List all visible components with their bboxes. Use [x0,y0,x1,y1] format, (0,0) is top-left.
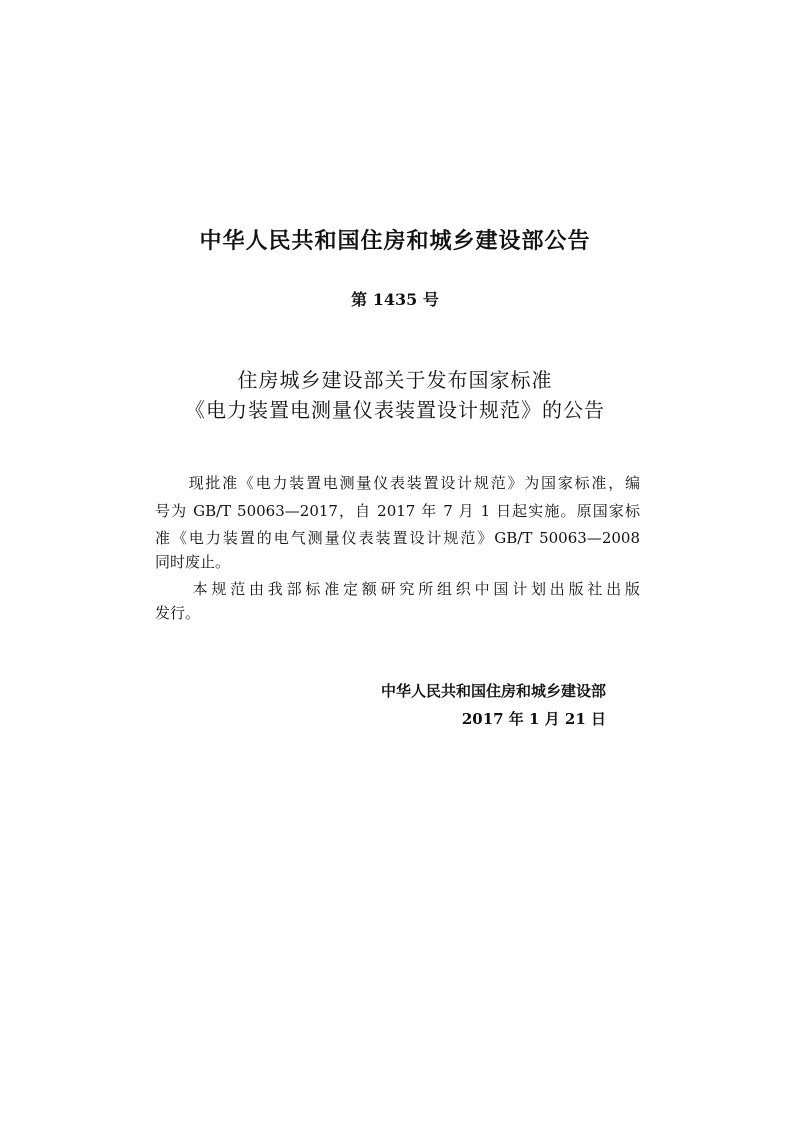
body-line: 本规范由我部标准定额研究所组织中国计划出版社出版 [155,580,640,598]
subtitle-line-1: 住房城乡建设部关于发布国家标准 [237,368,553,392]
body-line: 号为 GB/T 50063—2017，自 2017 年 7 月 1 日起实施。原国家标 [155,502,640,520]
body-line: 现批准《电力装置电测量仪表装置设计规范》为国家标准，编 [155,474,640,492]
page-title: 中华人民共和国住房和城乡建设部公告 [199,229,591,254]
body-line: 发行。 [155,604,201,622]
body-line: 准《电力装置的电气测量仪表装置设计规范》GB/T 50063—2008 [155,529,640,547]
body-line: 同时废止。 [155,553,231,571]
subtitle-line-2: 《电力装置电测量仪表装置设计规范》的公告 [185,398,605,422]
announcement-number: 第 1435 号 [351,290,439,309]
issue-date: 2017 年 1 月 21 日 [461,710,606,728]
issuer-signature: 中华人民共和国住房和城乡建设部 [380,682,606,700]
